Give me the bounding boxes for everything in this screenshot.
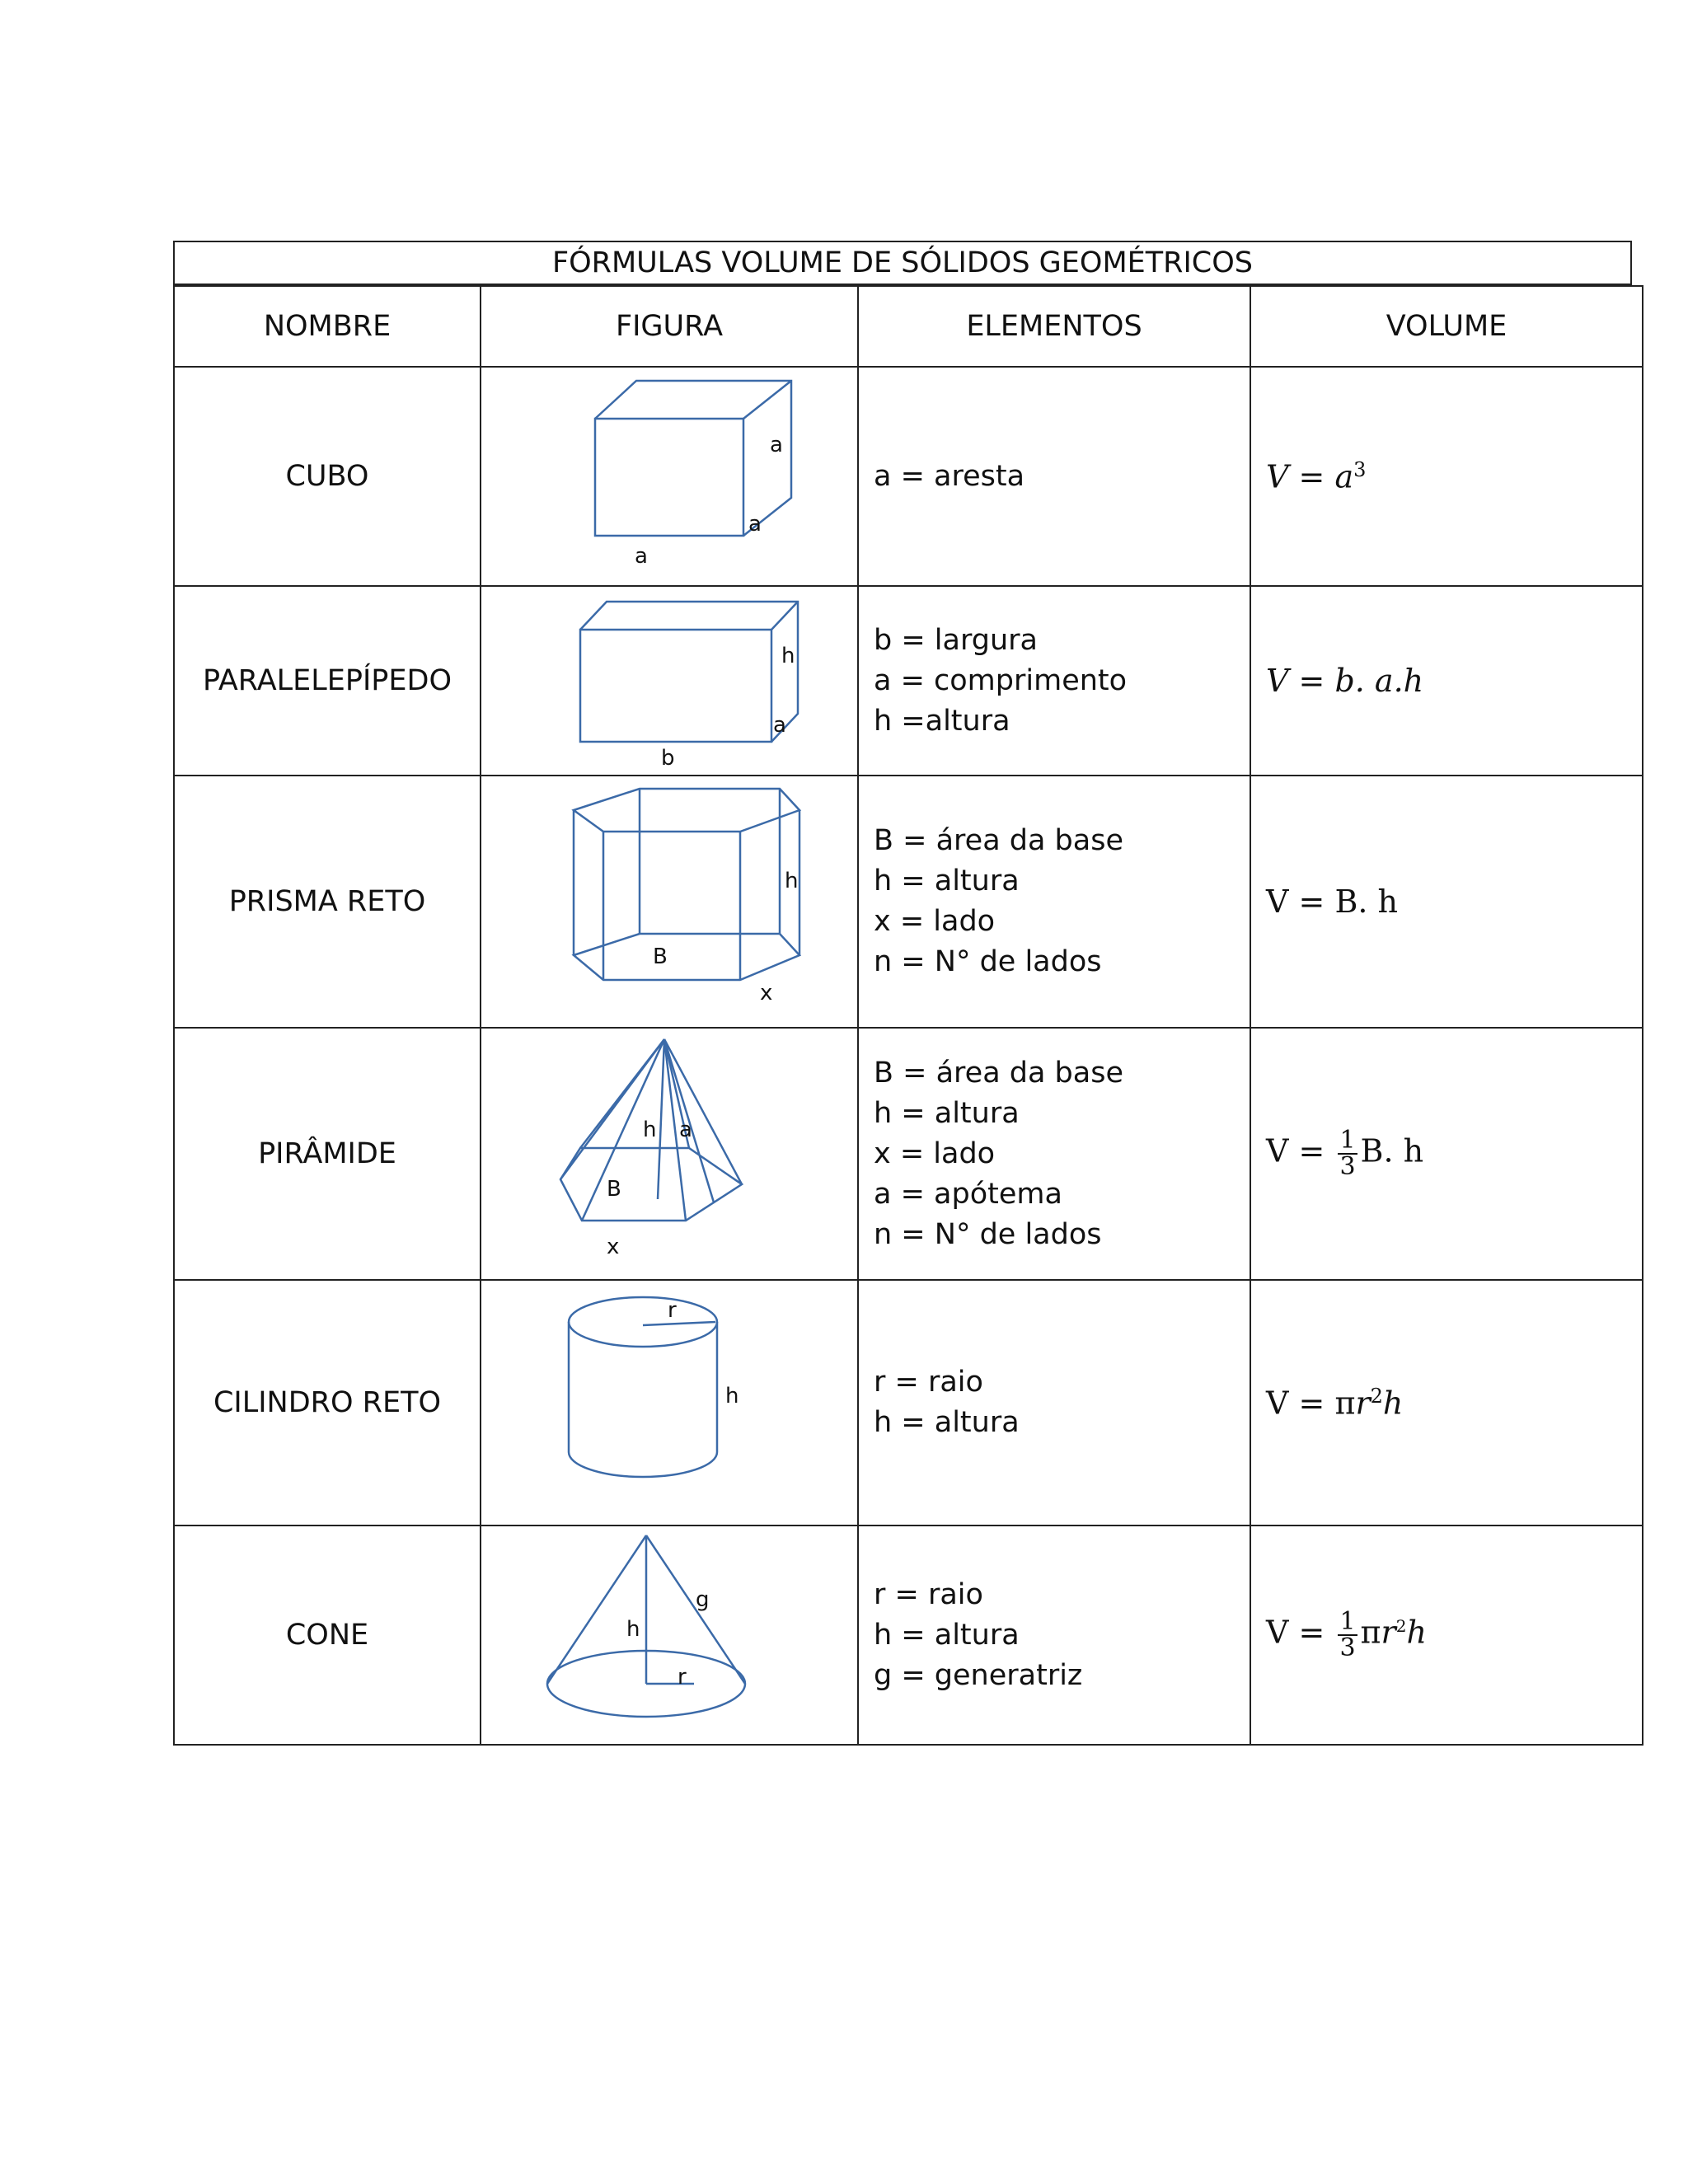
volume-cell [1250,1280,1643,1526]
volume-rhs: B. h [1360,1132,1424,1169]
volume-cell [1250,776,1643,1028]
header-row [174,286,1643,367]
figure-cell [481,776,858,1028]
volume-rhs: B. h [1334,883,1399,920]
cylinder-label-r: r [668,1298,677,1323]
cone-label-g: g [696,1587,710,1612]
volume-r: r [1355,1385,1371,1422]
volume-cell [1250,1526,1643,1745]
element-line: h = altura [874,1096,1020,1130]
formulas-table [173,285,1643,1746]
cone-label-r: r [678,1665,687,1690]
figure-cell [481,1280,858,1526]
elements-cell [858,586,1250,776]
element-line: r = raio [874,1577,983,1611]
table-row [174,776,1643,1028]
volume-lhs: V [1266,458,1289,495]
prism-figure [537,782,801,1021]
header-figura: FIGURA [481,286,858,367]
prism-label-B: B [653,944,668,969]
cube-figure [546,377,793,575]
header-nombre: NOMBRE [174,286,481,367]
elements-cell [858,367,1250,586]
header-volume: VOLUME [1250,286,1643,367]
fraction-numerator: 1 [1339,1607,1356,1636]
table-row [174,1526,1643,1745]
volume-lhs: V [1266,1614,1289,1651]
fraction-denominator: 3 [1339,1152,1356,1181]
element-line: n = N° de lados [874,945,1102,978]
cylinder-figure [546,1287,793,1518]
table-title: FÓRMULAS VOLUME DE SÓLIDOS GEOMÉTRICOS [173,241,1632,285]
volume-cell [1250,367,1643,586]
element-line: x = lado [874,905,996,938]
volume-exp: 2 [1395,1615,1407,1636]
pyramid-label-B: B [607,1177,621,1202]
element-line: B = área da base [874,824,1123,857]
cone-figure [546,1532,793,1738]
volume-lhs: V [1266,883,1289,920]
parallelepiped-figure [546,590,793,771]
table-row [174,367,1643,586]
row-name: PIRÂMIDE [174,1028,481,1280]
volume-cell [1250,586,1643,776]
figure-cell [481,1028,858,1280]
elements-cell [858,1280,1250,1526]
volume-exp: 2 [1370,1384,1383,1408]
volume-eq: = [1288,1132,1335,1169]
prism-label-h: h [785,869,799,893]
fraction-numerator: 1 [1339,1126,1356,1155]
cylinder-label-h: h [725,1384,739,1408]
volume-eq: = [1288,663,1335,699]
volume-pi: π [1334,1385,1356,1422]
pyramid-label-h: h [643,1118,657,1142]
para-label-h: h [781,644,795,668]
volume-rhs: b. a.h [1334,663,1424,699]
figure-cell [481,586,858,776]
prism-label-x: x [760,981,773,1005]
volume-eq: = [1288,1385,1335,1422]
pyramid-label-a: a [679,1118,692,1142]
table-row [174,1280,1643,1526]
volume-cell [1250,1028,1643,1280]
figure-cell [481,1526,858,1745]
element-line: a = aresta [874,459,1025,493]
cube-label-a-width: a [635,544,648,569]
elements-cell [858,1526,1250,1745]
volume-r: r [1381,1614,1396,1651]
row-name: CILINDRO RETO [174,1280,481,1526]
row-name: PRISMA RETO [174,776,481,1028]
volume-eq: = [1288,1614,1335,1651]
elements-cell [858,776,1250,1028]
volume-lhs: V [1266,663,1289,699]
cone-label-h: h [626,1617,640,1642]
element-line: h = altura [874,1406,1020,1439]
volume-lhs: V [1266,1132,1289,1169]
element-line: h = altura [874,865,1020,898]
volume-exp: 3 [1353,457,1367,481]
elements-cell [858,1028,1250,1280]
row-name: PARALELEPÍPEDO [174,586,481,776]
pyramid-label-x: x [607,1235,620,1259]
table-row [174,586,1643,776]
para-label-a: a [773,713,786,738]
cube-label-a-height: a [770,433,783,457]
element-line: b = largura [874,623,1038,657]
element-line: a = comprimento [874,663,1128,697]
pyramid-figure [537,1034,801,1273]
volume-pi: π [1360,1614,1381,1651]
fraction-denominator: 3 [1339,1633,1356,1662]
row-name: CONE [174,1526,481,1745]
cube-label-a-depth: a [748,512,762,537]
volume-fraction [1338,1607,1357,1662]
row-name: CUBO [174,367,481,586]
volume-eq: = [1288,458,1335,495]
volume-lhs: V [1266,1385,1289,1422]
element-line: g = generatriz [874,1658,1083,1692]
element-line: n = N° de lados [874,1217,1102,1251]
element-line: h = altura [874,1618,1020,1652]
volume-base: a [1334,458,1354,495]
volume-h: h [1406,1614,1427,1651]
header-elementos: ELEMENTOS [858,286,1250,367]
element-line: B = área da base [874,1056,1123,1090]
element-line: a = apótema [874,1177,1062,1211]
para-label-b: b [661,746,675,771]
volume-eq: = [1288,883,1335,920]
table-row [174,1028,1643,1280]
volume-fraction [1338,1128,1357,1179]
element-line: x = lado [874,1137,996,1170]
figure-cell [481,367,858,586]
element-line: h =altura [874,704,1010,738]
element-line: r = raio [874,1366,983,1399]
volume-h: h [1382,1385,1404,1422]
